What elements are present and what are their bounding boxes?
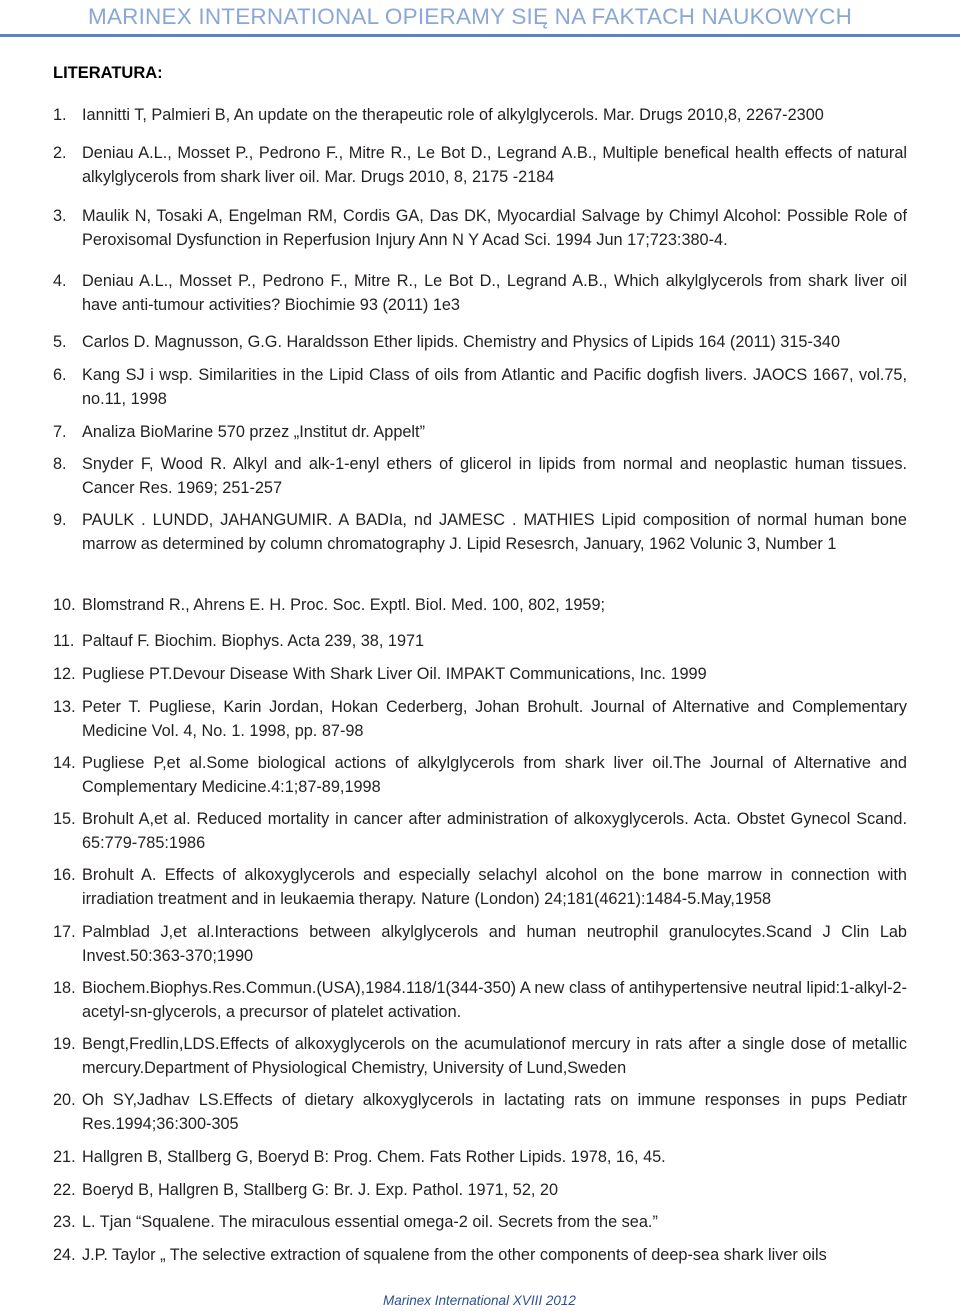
reference-number: 11. bbox=[53, 632, 75, 650]
reference-item bbox=[53, 976, 907, 1024]
reference-number: 21. bbox=[53, 1148, 76, 1166]
reference-number: 9. bbox=[53, 511, 67, 529]
reference-number: 4. bbox=[53, 272, 67, 290]
reference-text: Deniau A.L., Mosset P., Pedrono F., Mitre R., Le Bot D., Legrand A.B., Multiple benefical health effects of natural alkylglycerols from shark liver oil. Mar. Drugs 2010, 8, 2175 -2184 bbox=[82, 144, 907, 186]
reference-text: Hallgren B, Stallberg G, Boeryd B: Prog. Chem. Fats Rother Lipids. 1978, 16, 45. bbox=[82, 1148, 666, 1166]
reference-item bbox=[53, 269, 907, 317]
reference-text: PAULK . LUNDD, JAHANGUMIR. A BADIa, nd JAMESC . MATHIES Lipid composition of normal human bone marrow as determined by column chromatography J. Lipid Resesrch, January, 1962 Volunic 3, Number 1 bbox=[82, 511, 907, 553]
reference-number: 10. bbox=[53, 596, 76, 614]
reference-text: Analiza BioMarine 570 przez „Institut dr. Appelt” bbox=[82, 423, 425, 441]
reference-item bbox=[53, 1243, 907, 1267]
reference-item bbox=[53, 695, 907, 743]
reference-item bbox=[53, 330, 907, 354]
reference-number: 24. bbox=[53, 1246, 76, 1264]
reference-number: 13. bbox=[53, 698, 76, 716]
reference-text: Blomstrand R., Ahrens E. H. Proc. Soc. Exptl. Biol. Med. 100, 802, 1959; bbox=[82, 596, 606, 614]
reference-number: 8. bbox=[53, 455, 67, 473]
reference-text: Kang SJ i wsp. Similarities in the Lipid Class of oils from Atlantic and Pacific dogfish livers. JAOCS 1667, vol.75, no.11, 1998 bbox=[82, 366, 907, 408]
reference-text: Biochem.Biophys.Res.Commun.(USA),1984.118/1(344-350) A new class of antihypertensive neutral lipid:1-alkyl-2-acetyl-sn-glycerols, a precursor of platelet activation. bbox=[82, 979, 907, 1021]
reference-text: Palmblad J,et al.Interactions between alkylglycerols and human neutrophil granulocytes.Scand J Clin Lab Invest.50:363-370;1990 bbox=[82, 923, 907, 965]
reference-text: Iannitti T, Palmieri B, An update on the therapeutic role of alkylglycerols. Mar. Drugs 2010,8, 2267-2300 bbox=[82, 106, 824, 124]
page-header-title: MARINEX INTERNATIONAL OPIERAMY SIĘ NA FAKTACH NAUKOWYCH bbox=[88, 4, 853, 29]
reference-item bbox=[53, 629, 907, 653]
reference-text: J.P. Taylor „ The selective extraction of squalene from the other components of deep-sea shark liver oils bbox=[82, 1246, 827, 1264]
reference-item bbox=[53, 920, 907, 968]
reference-item bbox=[53, 807, 907, 855]
reference-text: Oh SY,Jadhav LS.Effects of dietary alkoxyglycerols in lactating rats on immune responses in pups Pediatr Res.1994;36:300-305 bbox=[82, 1091, 907, 1133]
reference-item bbox=[53, 420, 907, 444]
reference-item bbox=[53, 363, 907, 411]
page-footer: Marinex International XVIII 2012 bbox=[383, 1293, 576, 1308]
reference-text: Carlos D. Magnusson, G.G. Haraldsson Ether lipids. Chemistry and Physics of Lipids 164 (2011) 315-340 bbox=[82, 333, 841, 351]
reference-text: Pugliese PT.Devour Disease With Shark Liver Oil. IMPAKT Communications, Inc. 1999 bbox=[82, 665, 707, 683]
reference-number: 3. bbox=[53, 207, 67, 225]
reference-number: 23. bbox=[53, 1213, 76, 1231]
reference-item bbox=[53, 508, 907, 556]
reference-number: 7. bbox=[53, 423, 67, 441]
reference-number: 6. bbox=[53, 366, 67, 384]
reference-text: Bengt,Fredlin,LDS.Effects of alkoxyglycerols on the acumulationof mercury in rats after a single dose of metallic mercury.Department of Physiological Chemistry, University of Lund,Sweden bbox=[82, 1035, 907, 1077]
reference-item bbox=[53, 1088, 907, 1136]
reference-item bbox=[53, 593, 907, 617]
reference-number: 19. bbox=[53, 1035, 76, 1053]
reference-number: 18. bbox=[53, 979, 76, 997]
reference-item bbox=[53, 751, 907, 799]
reference-item bbox=[53, 141, 907, 189]
reference-item bbox=[53, 662, 907, 686]
reference-number: 14. bbox=[53, 754, 76, 772]
reference-text: L. Tjan “Squalene. The miraculous essential omega-2 oil. Secrets from the sea.” bbox=[82, 1213, 658, 1231]
reference-text: Paltauf F. Biochim. Biophys. Acta 239, 38, 1971 bbox=[82, 632, 425, 650]
section-title: LITERATURA: bbox=[53, 64, 163, 82]
reference-number: 2. bbox=[53, 144, 67, 162]
reference-item bbox=[53, 452, 907, 500]
reference-item bbox=[53, 1210, 907, 1234]
reference-item bbox=[53, 204, 907, 252]
reference-text: Deniau A.L., Mosset P., Pedrono F., Mitre R., Le Bot D., Legrand A.B., Which alkylglycerols from shark liver oil have anti-tumour activities? Biochimie 93 (2011) 1e3 bbox=[82, 272, 907, 314]
header-rule bbox=[0, 34, 960, 37]
reference-number: 5. bbox=[53, 333, 67, 351]
reference-text: Snyder F, Wood R. Alkyl and alk-1-enyl ethers of glicerol in lipids from normal and neoplastic human tissues. Cancer Res. 1969; 251-257 bbox=[82, 455, 907, 497]
reference-text: Brohult A. Effects of alkoxyglycerols and especially selachyl alcohol on the bone marrow in connection with irradiation treatment and in leukaemia therapy. Nature (London) 24;181(4621):1484-5.May,1958 bbox=[82, 866, 907, 908]
reference-item bbox=[53, 863, 907, 911]
reference-text: Boeryd B, Hallgren B, Stallberg G: Br. J. Exp. Pathol. 1971, 52, 20 bbox=[82, 1181, 559, 1199]
reference-number: 16. bbox=[53, 866, 76, 884]
reference-number: 22. bbox=[53, 1181, 76, 1199]
reference-item bbox=[53, 1178, 907, 1202]
reference-number: 17. bbox=[53, 923, 76, 941]
reference-item bbox=[53, 103, 907, 127]
reference-text: Peter T. Pugliese, Karin Jordan, Hokan Cederberg, Johan Brohult. Journal of Alternative and Complementary Medicine Vol. 4, No. 1. 1998, pp. 87-98 bbox=[82, 698, 907, 740]
reference-item bbox=[53, 1145, 907, 1169]
reference-text: Pugliese P,et al.Some biological actions of alkylglycerols from shark liver oil.The Journal of Alternative and Complementary Medicine.4:1;87-89,1998 bbox=[82, 754, 907, 796]
reference-text: Brohult A,et al. Reduced mortality in cancer after administration of alkoxyglycerols. Acta. Obstet Gynecol Scand. 65:779-785:1986 bbox=[82, 810, 907, 852]
reference-item bbox=[53, 1032, 907, 1080]
reference-text: Maulik N, Tosaki A, Engelman RM, Cordis GA, Das DK, Myocardial Salvage by Chimyl Alcohol: Possible Role of Peroxisomal Dysfunction in Reperfusion Injury Ann N Y Acad Sci. 1994 Jun 17;723:380-4. bbox=[82, 207, 907, 249]
reference-number: 20. bbox=[53, 1091, 76, 1109]
reference-number: 15. bbox=[53, 810, 76, 828]
reference-number: 12. bbox=[53, 665, 76, 683]
reference-number: 1. bbox=[53, 106, 67, 124]
